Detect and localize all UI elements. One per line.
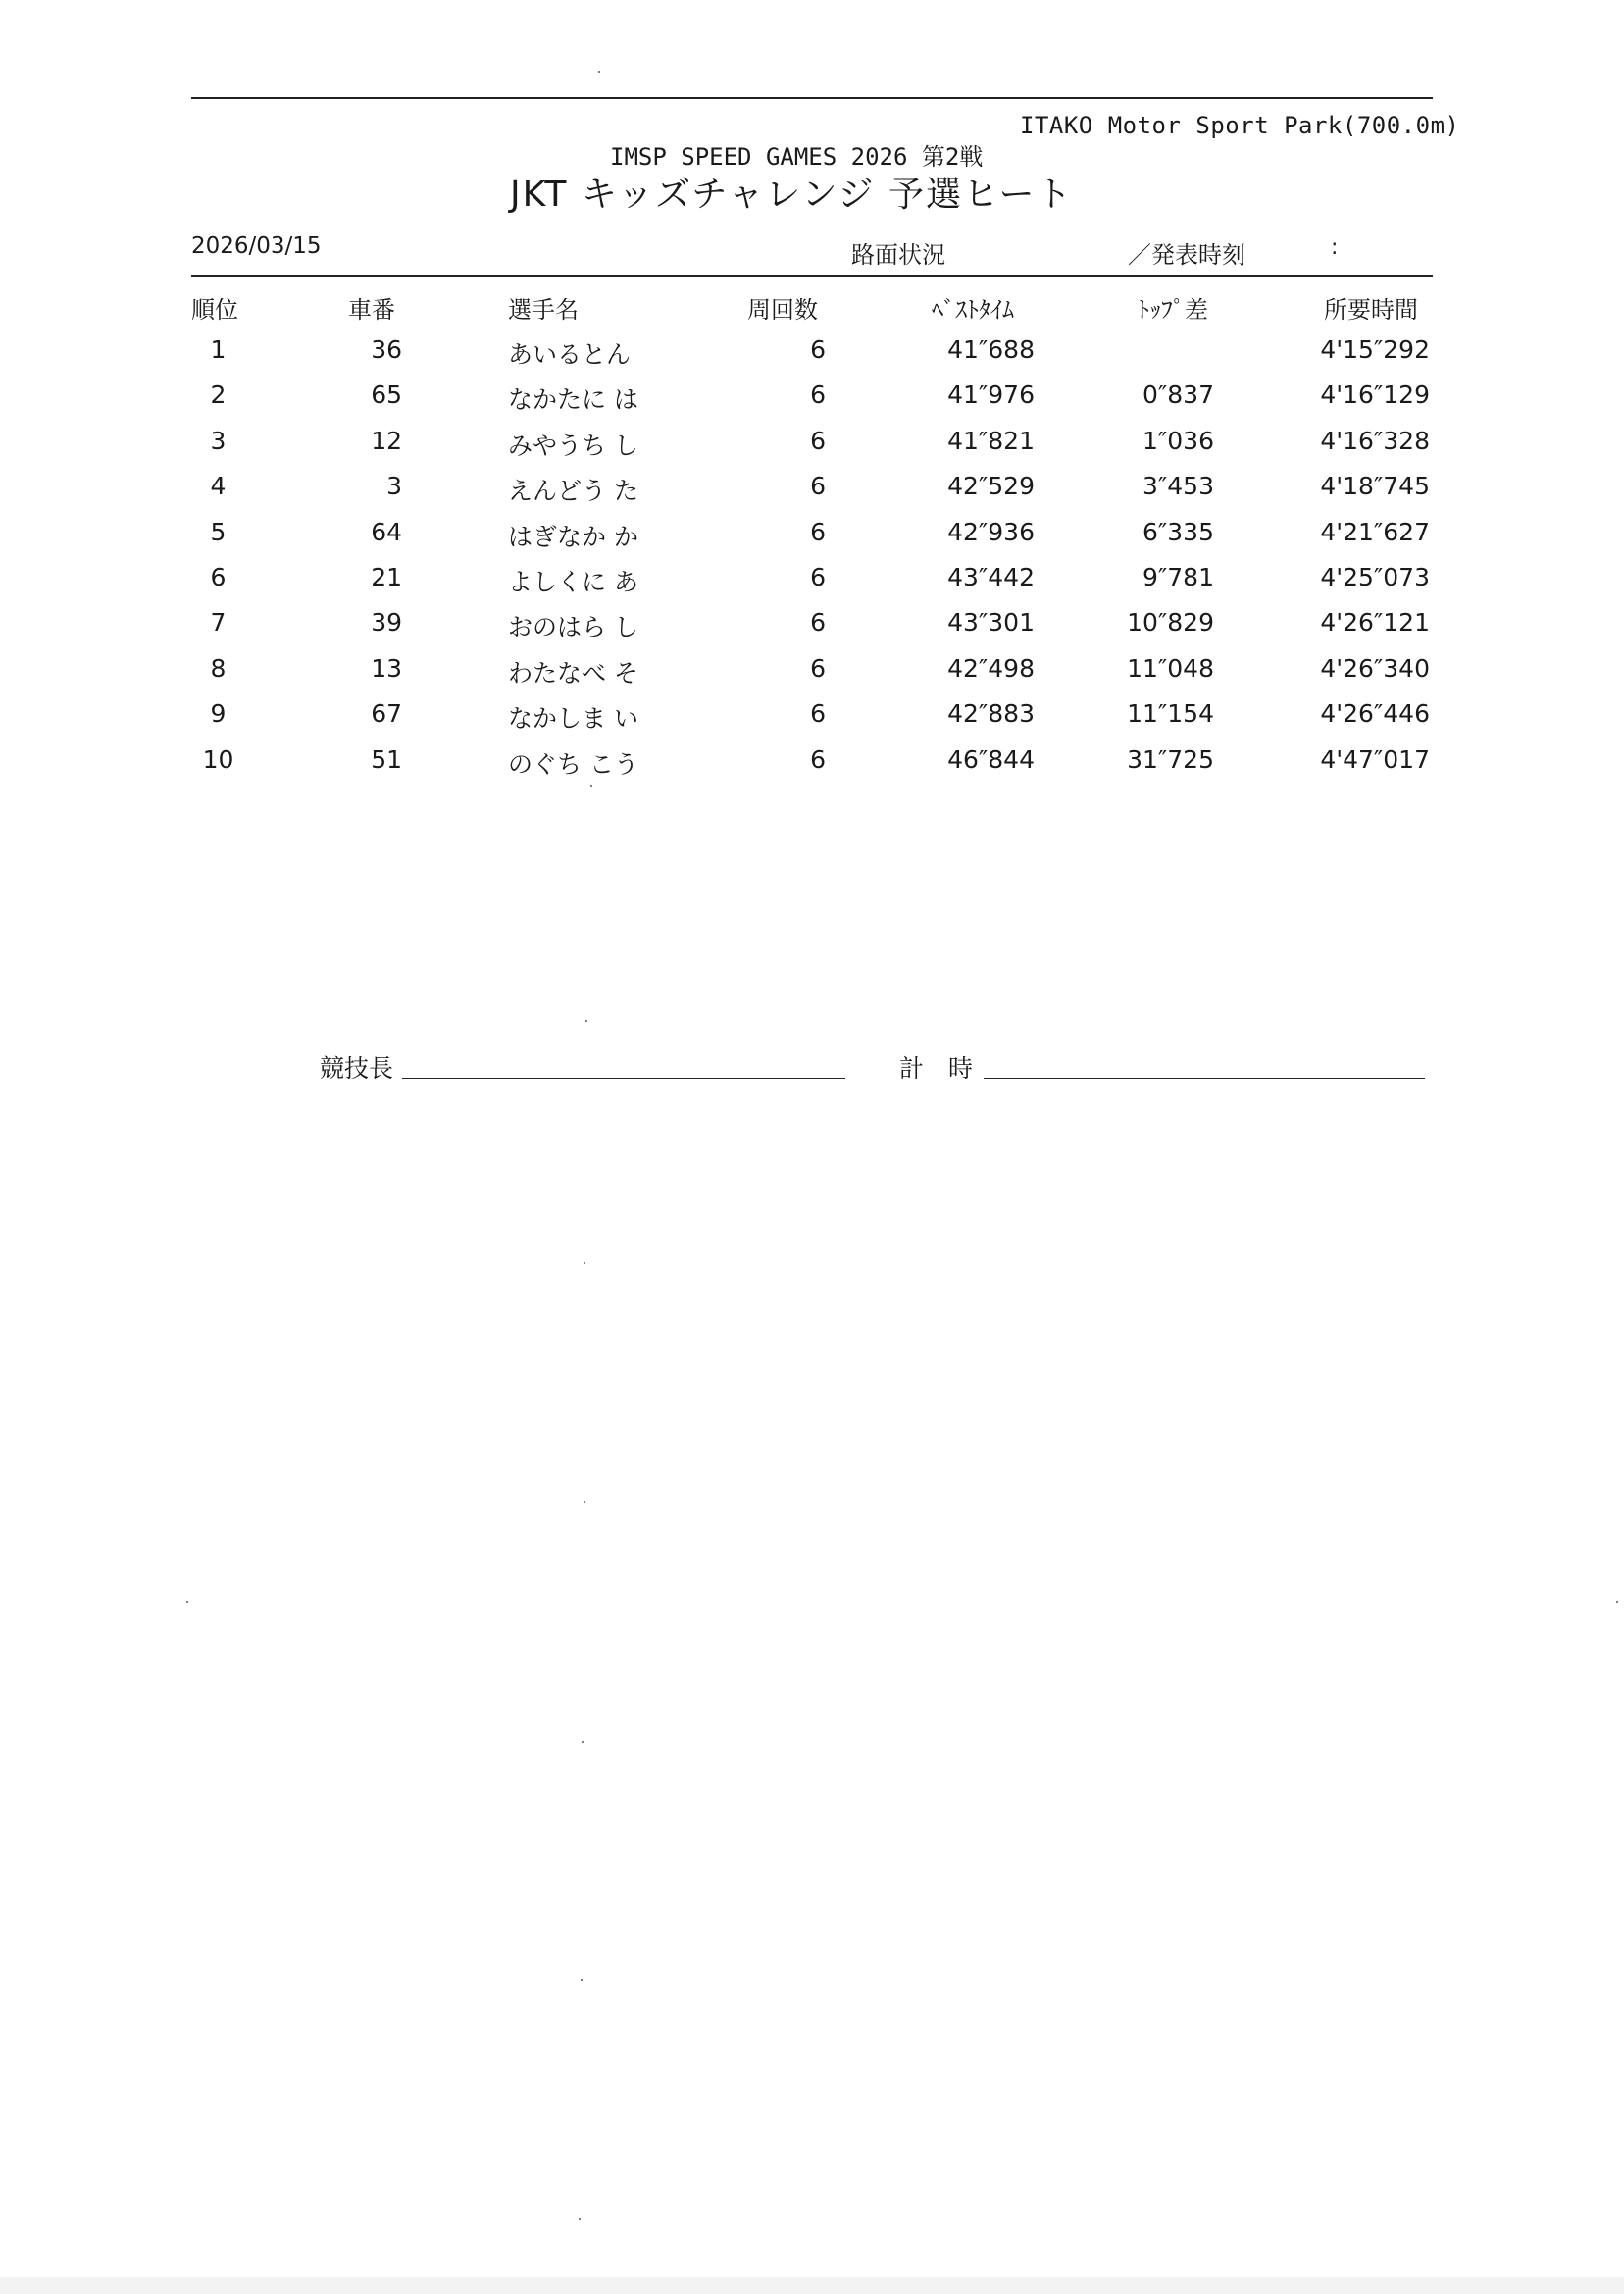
cell-rank: 4 bbox=[210, 472, 227, 500]
cell-gap-to-top: 11″154 bbox=[1127, 699, 1214, 728]
scan-speck bbox=[581, 1979, 583, 1981]
header-rule bbox=[191, 275, 1433, 277]
scan-speck bbox=[584, 1501, 585, 1503]
announce-time-value: : bbox=[1331, 235, 1339, 260]
cell-best-time: 41″821 bbox=[947, 427, 1035, 455]
cell-rank: 2 bbox=[210, 381, 227, 409]
cell-best-time: 41″688 bbox=[947, 335, 1035, 364]
cell-total-time: 4'25″073 bbox=[1320, 563, 1430, 591]
cell-driver-name: はぎなか か bbox=[508, 523, 638, 551]
cell-driver-name: よしくに あ bbox=[508, 568, 638, 596]
cell-laps: 6 bbox=[810, 745, 826, 774]
cell-laps: 6 bbox=[810, 563, 826, 591]
scan-speck bbox=[579, 2218, 581, 2220]
cell-driver-name: なかたに は bbox=[508, 385, 638, 414]
cell-best-time: 41″976 bbox=[947, 381, 1035, 409]
cell-car-number: 67 bbox=[371, 699, 402, 728]
cell-car-number: 13 bbox=[371, 654, 402, 683]
cell-total-time: 4'47″017 bbox=[1320, 745, 1430, 774]
cell-rank: 6 bbox=[210, 563, 227, 591]
cell-rank: 9 bbox=[210, 699, 227, 728]
cell-laps: 6 bbox=[810, 608, 826, 637]
cell-gap-to-top: 1″036 bbox=[1142, 427, 1214, 455]
cell-best-time: 43″442 bbox=[947, 563, 1035, 591]
cell-driver-name: わたなべ そ bbox=[508, 659, 638, 688]
cell-total-time: 4'26″340 bbox=[1320, 654, 1430, 683]
chief-steward-label: 競技長 bbox=[320, 1054, 394, 1083]
cell-best-time: 42″529 bbox=[947, 472, 1035, 500]
cell-total-time: 4'18″745 bbox=[1320, 472, 1430, 500]
race-date: 2026/03/15 bbox=[191, 233, 322, 259]
cell-laps: 6 bbox=[810, 654, 826, 683]
event-name: IMSP SPEED GAMES 2026 第2戦 bbox=[610, 143, 984, 171]
cell-driver-name: おのはら し bbox=[508, 613, 638, 641]
scan-speck bbox=[585, 1020, 587, 1022]
scan-speck bbox=[582, 1741, 584, 1743]
cell-rank: 8 bbox=[210, 654, 227, 683]
scan-speck bbox=[598, 71, 600, 73]
scan-speck bbox=[1616, 1601, 1618, 1603]
cell-best-time: 43″301 bbox=[947, 608, 1035, 637]
cell-rank: 1 bbox=[210, 335, 227, 364]
column-header-driver-name: 選手名 bbox=[508, 296, 579, 324]
road-condition-label: 路面状況 bbox=[851, 241, 945, 269]
scan-speck bbox=[584, 1262, 585, 1264]
scan-bottom-edge bbox=[0, 2277, 1624, 2294]
cell-best-time: 42″883 bbox=[947, 699, 1035, 728]
cell-driver-name: みやうち し bbox=[508, 432, 638, 460]
cell-total-time: 4'16″328 bbox=[1320, 427, 1430, 455]
cell-gap-to-top: 6″335 bbox=[1142, 518, 1214, 546]
cell-best-time: 42″936 bbox=[947, 518, 1035, 546]
column-header-best-time: ﾍﾞｽﾄﾀｲﾑ bbox=[932, 296, 1014, 324]
column-header-rank: 順位 bbox=[191, 296, 238, 324]
cell-gap-to-top: 31″725 bbox=[1127, 745, 1214, 774]
cell-rank: 5 bbox=[210, 518, 227, 546]
cell-total-time: 4'26″121 bbox=[1320, 608, 1430, 637]
cell-best-time: 46″844 bbox=[947, 745, 1035, 774]
cell-gap-to-top: 3″453 bbox=[1142, 472, 1214, 500]
column-header-car-number: 車番 bbox=[348, 296, 395, 324]
cell-driver-name: あいるとん bbox=[508, 340, 632, 369]
cell-laps: 6 bbox=[810, 472, 826, 500]
cell-driver-name: なかしま い bbox=[508, 704, 638, 733]
timekeeper-signature-line bbox=[984, 1078, 1425, 1079]
cell-laps: 6 bbox=[810, 699, 826, 728]
cell-laps: 6 bbox=[810, 335, 826, 364]
scan-speck bbox=[186, 1601, 188, 1603]
cell-total-time: 4'26″446 bbox=[1320, 699, 1430, 728]
top-rule bbox=[191, 97, 1433, 99]
page-title: JKT キッズチャレンジ 予選ヒート bbox=[510, 175, 1074, 215]
column-header-laps: 周回数 bbox=[747, 296, 818, 324]
cell-total-time: 4'16″129 bbox=[1320, 381, 1430, 409]
cell-driver-name: えんどう た bbox=[508, 477, 638, 505]
cell-gap-to-top: 10″829 bbox=[1127, 608, 1214, 637]
cell-laps: 6 bbox=[810, 427, 826, 455]
venue-name: ITAKO Motor Sport Park(700.0m) bbox=[1020, 112, 1460, 139]
cell-laps: 6 bbox=[810, 518, 826, 546]
cell-car-number: 3 bbox=[386, 472, 402, 500]
column-header-gap: ﾄｯﾌﾟ差 bbox=[1138, 296, 1208, 324]
scan-speck bbox=[590, 785, 592, 787]
cell-best-time: 42″498 bbox=[947, 654, 1035, 683]
cell-gap-to-top: 0″837 bbox=[1142, 381, 1214, 409]
announce-time-label: ／発表時刻 bbox=[1128, 241, 1245, 269]
cell-car-number: 65 bbox=[371, 381, 402, 409]
cell-driver-name: のぐち こう bbox=[508, 750, 638, 779]
chief-steward-signature-line bbox=[402, 1078, 845, 1079]
cell-gap-to-top: 9″781 bbox=[1142, 563, 1214, 591]
cell-rank: 7 bbox=[210, 608, 227, 637]
cell-rank: 3 bbox=[210, 427, 227, 455]
cell-car-number: 39 bbox=[371, 608, 402, 637]
cell-car-number: 36 bbox=[371, 335, 402, 364]
cell-car-number: 51 bbox=[371, 745, 402, 774]
cell-total-time: 4'15″292 bbox=[1320, 335, 1430, 364]
cell-gap-to-top: 11″048 bbox=[1127, 654, 1214, 683]
cell-total-time: 4'21″627 bbox=[1320, 518, 1430, 546]
cell-laps: 6 bbox=[810, 381, 826, 409]
cell-car-number: 21 bbox=[371, 563, 402, 591]
column-header-total-time: 所要時間 bbox=[1324, 296, 1418, 324]
cell-car-number: 64 bbox=[371, 518, 402, 546]
cell-rank: 10 bbox=[202, 745, 234, 774]
cell-car-number: 12 bbox=[371, 427, 402, 455]
timekeeper-label: 計 時 bbox=[899, 1054, 974, 1083]
